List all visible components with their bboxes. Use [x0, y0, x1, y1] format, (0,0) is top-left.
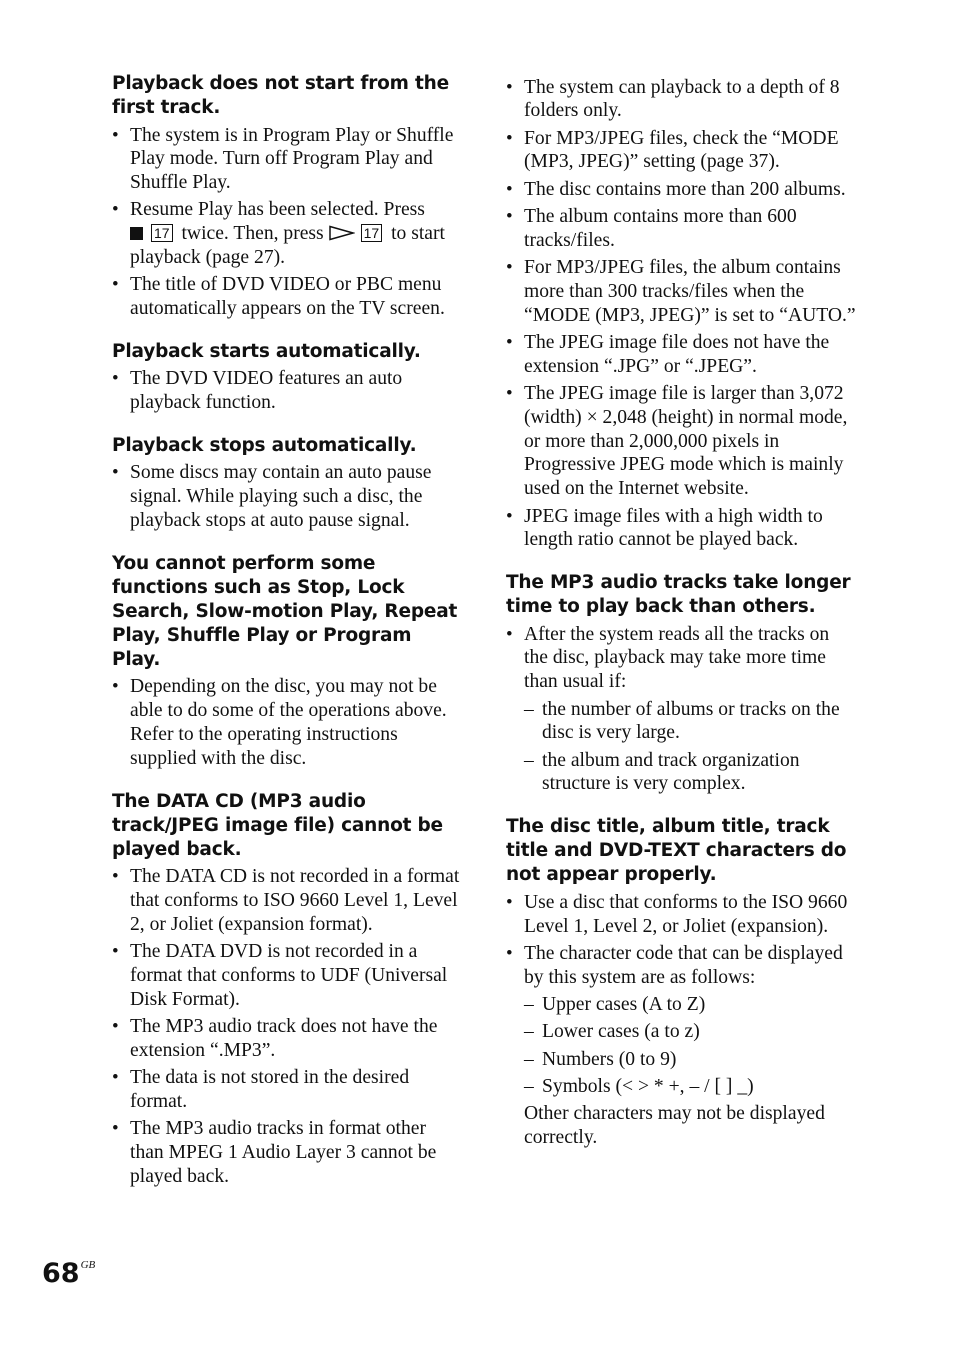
bullet-item: • The system can playback to a depth of 8 folders only.: [506, 76, 858, 124]
play-icon: [329, 225, 355, 241]
bullet-item: • The system is in Program Play or Shuffle Play mode. Turn off Program Play and Shuffle Play.: [112, 124, 464, 195]
bullet-item: • The DATA DVD is not recorded in a format that conforms to UDF (Universal Disk Format).: [112, 940, 464, 1011]
bullet-item: • Use a disc that conforms to the ISO 9660 Level 1, Level 2, or Joliet (expansion).: [506, 891, 858, 939]
bullet-item: • The DVD VIDEO features an auto playback function.: [112, 367, 464, 415]
bullet-item: • The JPEG image file is larger than 3,072 (width) × 2,048 (height) in normal mode, or more than 2,000,000 pixels in Progressive JPEG mode which is mainly used on the Internet website.: [506, 382, 858, 501]
left-column: [112, 72, 464, 1207]
dash-list: [524, 698, 858, 797]
bullet-text: After the system reads all the tracks on the disc, playback may take more time than usual if:: [524, 623, 830, 693]
bullet-list: [506, 76, 858, 553]
bullet-text: Resume Play has been selected. Press: [130, 199, 425, 221]
page-number-value: 68: [42, 1258, 80, 1289]
bullet-item: [506, 942, 858, 1150]
bullet-item: • Some discs may contain an auto pause signal. While playing such a disc, the playback stops at auto pause signal.: [112, 461, 464, 532]
bullet-item: • The title of DVD VIDEO or PBC menu automatically appears on the TV screen.: [112, 273, 464, 321]
bullet-list: [112, 675, 464, 770]
bullet-item: • Depending on the disc, you may not be able to do some of the operations above. Refer to the operating instructions supplied with the disc.: [112, 675, 464, 770]
right-column: [506, 72, 858, 1169]
bullet-list: [112, 461, 464, 532]
page-number: [42, 1248, 95, 1291]
note-text: Other characters may not be displayed correctly.: [524, 1103, 825, 1148]
section-playback-stops-automatically: [112, 434, 464, 533]
section-heading: The disc title, album title, track title and DVD-TEXT characters do not appear properly.: [506, 816, 847, 886]
section-heading: Playback starts automatically.: [112, 340, 421, 362]
bullet-item: • The JPEG image file does not have the extension “.JPG” or “.JPEG”.: [506, 331, 858, 379]
bullet-item: • The MP3 audio track does not have the extension “.MP3”.: [112, 1015, 464, 1063]
section-heading: The MP3 audio tracks take longer time to play back than others.: [506, 572, 851, 618]
dash-item: – Lower cases (a to z): [524, 1020, 858, 1044]
stop-icon: [130, 227, 143, 240]
bullet-list: [506, 623, 858, 797]
region-code: GB: [80, 1259, 96, 1271]
section-heading: Playback stops automatically.: [112, 434, 417, 456]
bullet-item: [112, 198, 464, 269]
section-cannot-perform-functions: [112, 552, 464, 771]
bullet-text: twice. Then, press: [181, 223, 324, 245]
dash-list: [524, 993, 858, 1099]
key-number-badge: 17: [151, 224, 173, 242]
bullet-text: The character code that can be displayed by this system are as follows:: [524, 942, 843, 988]
section-playback-starts-automatically: [112, 340, 464, 415]
bullet-list: [112, 865, 464, 1188]
section-data-cd-continued: [506, 76, 858, 553]
dash-item: – the album and track organization structure is very complex.: [524, 749, 858, 797]
bullet-item: • The DATA CD is not recorded in a format that conforms to ISO 9660 Level 1, Level 2, or Joliet (expansion format).: [112, 865, 464, 936]
bullet-item: • The album contains more than 600 tracks/files.: [506, 205, 858, 253]
section-data-cd-cannot-play: [112, 790, 464, 1189]
section-titles-not-displayed: [506, 815, 858, 1149]
section-heading: You cannot perform some functions such as Stop, Lock Search, Slow-motion Play, Repeat Play, Shuffle Play or Program Play.: [112, 552, 458, 670]
section-playback-not-from-first-track: [112, 72, 464, 321]
bullet-item: • The disc contains more than 200 albums.: [506, 178, 858, 202]
dash-item: – Symbols (< > * +, – / [ ] _): [524, 1075, 858, 1099]
bullet-list: [506, 891, 858, 1150]
section-heading: The DATA CD (MP3 audio track/JPEG image file) cannot be played back.: [112, 790, 443, 860]
bullet-text: to start playback (page 27).: [130, 223, 445, 268]
key-number-badge: 17: [361, 224, 383, 242]
bullet-list: [112, 124, 464, 321]
section-heading: Playback does not start from the first track.: [112, 73, 449, 118]
bullet-item: • For MP3/JPEG files, check the “MODE (MP3, JPEG)” setting (page 37).: [506, 127, 858, 175]
dash-item: – Numbers (0 to 9): [524, 1048, 858, 1072]
dash-item: – Upper cases (A to Z): [524, 993, 858, 1017]
bullet-item: [506, 623, 858, 797]
bullet-item: • The MP3 audio tracks in format other than MPEG 1 Audio Layer 3 cannot be played back.: [112, 1117, 464, 1188]
bullet-list: [112, 367, 464, 415]
section-mp3-tracks-take-longer: [506, 571, 858, 796]
bullet-item: • JPEG image files with a high width to length ratio cannot be played back.: [506, 505, 858, 553]
dash-item: – the number of albums or tracks on the disc is very large.: [524, 698, 858, 746]
bullet-item: • For MP3/JPEG files, the album contains more than 300 tracks/files when the “MODE (MP3, JPEG)” is set to “AUTO.”: [506, 256, 858, 327]
bullet-item: • The data is not stored in the desired format.: [112, 1066, 464, 1114]
